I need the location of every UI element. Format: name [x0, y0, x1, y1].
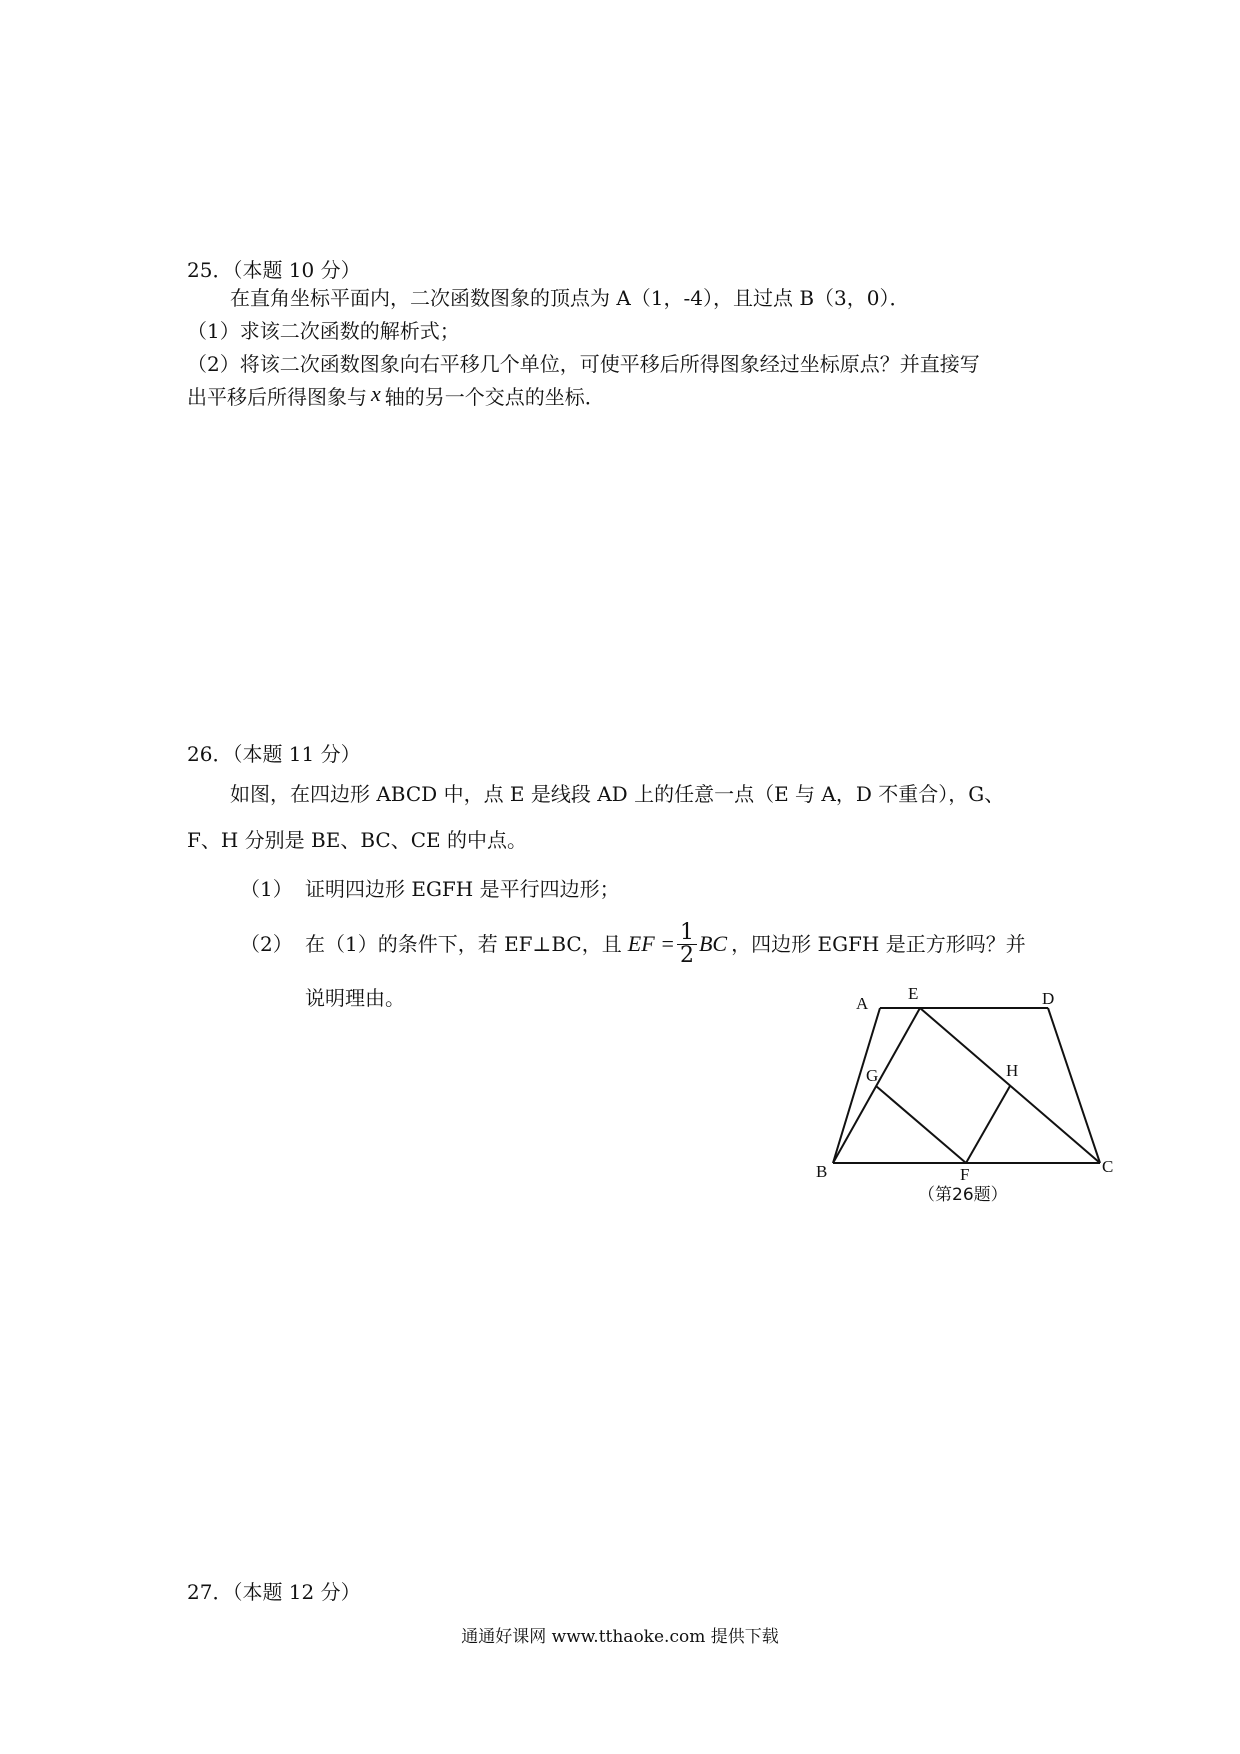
- q26-intro-line2: F、H 分别是 BE、BC、CE 的中点。: [187, 828, 527, 852]
- q25-part2-line2: [187, 381, 605, 409]
- q26-part2-line: [305, 913, 1026, 975]
- label-f: F: [960, 1165, 970, 1184]
- segment-ab: [833, 1008, 880, 1163]
- q26-header: 26．（本题 11 分）: [187, 742, 361, 766]
- label-b: B: [816, 1162, 828, 1181]
- q26-part2-post: ，四边形 EGFH 是正方形吗？并: [731, 932, 1026, 956]
- q26-part1-text: 证明四边形 EGFH 是平行四边形；: [305, 877, 620, 901]
- label-d: D: [1042, 989, 1055, 1008]
- q25-part2-line1: （2）将该二次函数图象向右平移几个单位，可使平移后所得图象经过坐标原点？并直接写: [187, 352, 980, 376]
- label-h: H: [1006, 1061, 1019, 1080]
- x-variable: x: [371, 381, 381, 406]
- q25-part1: （1）求该二次函数的解析式；: [187, 319, 460, 343]
- q26-part2-number: （2）: [240, 932, 293, 956]
- formula-fraction: [677, 919, 697, 968]
- label-e: E: [908, 984, 919, 1003]
- page-footer: 通通好课网 www.tthaoke.com 提供下载: [461, 1627, 779, 1647]
- fraction-denominator: 2: [679, 942, 694, 968]
- quadrilateral-figure: [810, 980, 1140, 1220]
- q25-intro: 在直角坐标平面内，二次函数图象的顶点为 A（1，-4），且过点 B（3，0）．: [230, 286, 910, 310]
- formula-rhs: BC: [698, 931, 728, 956]
- q25-part2-line2-post: 轴的另一个交点的坐标．: [384, 385, 605, 409]
- label-a: A: [856, 994, 869, 1013]
- q26-part2-pre: 在（1）的条件下，若 EF⊥BC，且: [305, 932, 622, 956]
- q25-part2-line2-pre: 出平移后所得图象与: [187, 385, 367, 409]
- q25-header: 25．（本题 10 分）: [187, 258, 361, 282]
- formula-lhs: EF =: [627, 931, 675, 956]
- q26-part2-line2: 说明理由。: [305, 986, 405, 1010]
- segment-gf: [876, 1086, 966, 1163]
- label-g: G: [866, 1066, 879, 1085]
- label-c: C: [1102, 1157, 1114, 1176]
- q26-part1-number: （1）: [240, 877, 293, 901]
- fraction-numerator: 1: [677, 922, 697, 945]
- segment-fh: [966, 1086, 1010, 1163]
- q26-intro-line1: 如图，在四边形 ABCD 中，点 E 是线段 AD 上的任意一点（E 与 A，D 不重合），G、: [230, 782, 1005, 806]
- q27-header: 27．（本题 12 分）: [187, 1580, 361, 1604]
- figure-caption: （第26题）: [918, 1185, 1008, 1205]
